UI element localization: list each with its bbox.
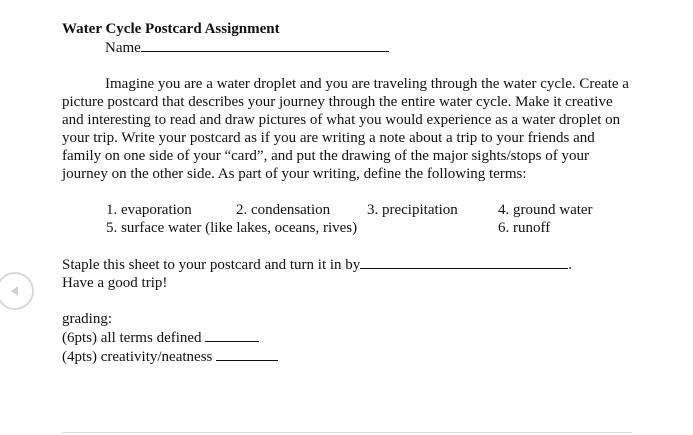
term-item: 2. condensation	[236, 202, 331, 218]
grading-blank	[216, 347, 278, 361]
term-item: 6. runoff	[498, 220, 551, 236]
terms-list	[106, 201, 632, 237]
assignment-title: Water Cycle Postcard Assignment	[62, 21, 280, 37]
chevron-left-icon	[8, 284, 22, 298]
grading-item	[62, 328, 632, 347]
term-item: 1. evaporation	[106, 202, 192, 218]
staple-end: .	[568, 257, 573, 273]
due-date-blank	[360, 255, 568, 269]
staple-instructions	[62, 255, 632, 292]
grading-label: grading:	[62, 311, 112, 327]
term-item: 5. surface water (like lakes, oceans, rives)	[106, 220, 358, 236]
name-line	[105, 38, 632, 57]
staple-line	[62, 255, 632, 274]
staple-text: Staple this sheet to your postcard and turn it in by	[62, 257, 361, 273]
previous-page-button[interactable]	[0, 272, 34, 310]
document-page	[62, 20, 632, 366]
grading-item-text: (6pts) all terms defined	[62, 330, 202, 346]
name-label: Name	[105, 40, 141, 56]
goodbye-text: Have a good trip!	[62, 275, 168, 291]
grading-section	[62, 310, 632, 366]
name-blank	[141, 38, 389, 52]
grading-blank	[205, 328, 259, 342]
grading-item	[62, 347, 632, 366]
instructions-paragraph: Imagine you are a water droplet and you are traveling through the water cycle. Create a picture postcard that describes your journey through the entire water cycle. Make it creative and interesting to read and draw pictures of what you would experience as a water droplet on your trip. Write your postcard as if you are writing a note about a trip to your friends and family on one side of your “card”, and put the drawing of the major sights/stops of your journey on the other side. As part of your writing, define the following terms:	[62, 76, 629, 182]
term-item: 4. ground water	[498, 202, 593, 218]
grading-item-text: (4pts) creativity/neatness	[62, 349, 213, 365]
page-divider	[62, 432, 632, 433]
term-item: 3. precipitation	[367, 202, 458, 218]
